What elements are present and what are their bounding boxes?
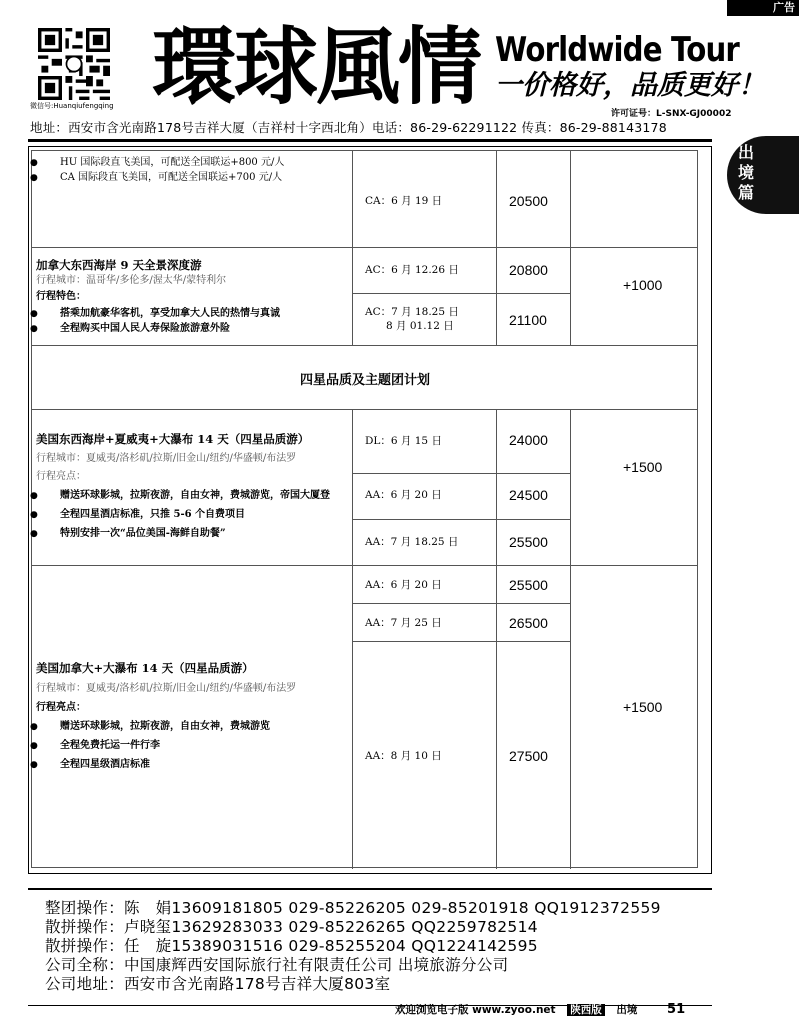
tour-title: 美国东西海岸+夏威夷+大瀑布 14 天（四星品质游） [36,432,310,446]
tour-title: 美国加拿大+大瀑布 14 天（四星品质游） [36,661,254,675]
side-tab-char: 篇 [737,183,754,202]
tour-cities: 行程城市：夏威夷/洛杉矶/拉斯/旧金山/纽约/华盛顿/布法罗 [36,453,297,464]
row-divider [352,641,570,642]
header-address: 地址：西安市含光南路178号吉祥大厦（吉祥村十字西北角）电话：86-29-62291122 传真：86-29-88143178 [30,120,667,135]
tour-price: 20500 [509,193,548,209]
feature-label: 行程亮点： [36,471,86,482]
feature-label: 行程亮点： [36,702,86,713]
row-divider [32,345,697,346]
tour-price: 24500 [509,487,548,503]
departure-date: AA：6 月 20 日 [365,489,442,501]
row-divider [32,247,697,248]
contact-line: 散拼操作：卢晓玺13629283033 029-85226265 QQ2259782514 [45,918,538,936]
col-divider [352,151,353,345]
tour-cities: 行程城市：温哥华/多伦多/渥太华/蒙特利尔 [36,275,227,286]
list-item: ● 全程四星级酒店标准 [60,758,150,772]
tour-price: 21100 [509,312,547,328]
list-item: ● 赠送环球影城，拉斯夜游，自由女神，费城游览 [60,720,270,734]
list-item: ● 搭乘加航豪华客机，享受加拿大人民的热情与真诚 [60,307,280,321]
license-number: 许可证号：L-SNX-GJ00002 [611,109,732,119]
tour-price: 24000 [509,432,548,448]
list-item: ● 特别安排一次“品位美国-海鲜自助餐” [60,527,226,541]
side-tab-char: 出 [737,143,754,162]
row-divider [32,409,697,410]
edition-badge: 陕西版 [567,1004,605,1016]
col-divider [570,409,571,869]
contact-line: 散拼操作：任 旋15389031516 029-85255204 QQ1224142595 [45,937,538,955]
price-supplement: +1500 [623,699,663,715]
tour-price: 20800 [509,262,548,278]
departure-date: AA：8 月 10 日 [365,750,442,762]
footer-browse-link[interactable]: 欢迎浏览电子版 www.zyoo.net [395,1004,556,1016]
contact-line: 公司地址：西安市含光南路178号吉祥大厦803室 [45,975,391,993]
list-item: ● 赠送环球影城，拉斯夜游，自由女神，费城游览，帝国大厦登 [60,489,330,503]
section-title: 四星品质及主题团计划 [300,373,431,388]
list-item: ● 全程购买中国人民人寿保险旅游意外险 [60,322,230,336]
col-divider [570,151,571,345]
tour-price: 26500 [509,615,548,631]
tour-price: 27500 [509,748,548,764]
brand-name-english: Worldwide Tour [495,30,739,70]
contact-line: 公司全称：中国康辉西安国际旅行社有限责任公司 出境旅游分公司 [45,956,509,974]
side-tab-char: 境 [737,163,754,182]
departure-date: 8 月 01.12 日 [386,320,454,332]
list-item: ● 全程免费托运一件行李 [60,739,160,753]
departure-date: AC：6 月 12.26 日 [365,264,459,276]
departure-date: DL：6 月 15 日 [365,435,442,447]
tour-title: 加拿大东西海岸 9 天全景深度游 [36,258,202,272]
contacts-divider [28,888,712,890]
header-divider [28,139,712,142]
page-number: 51 [667,1002,686,1017]
feature-label: 行程特色： [36,291,86,302]
departure-date: AA：7 月 25 日 [365,617,442,629]
qr-code-icon[interactable] [38,28,110,100]
col-divider [496,151,497,345]
row-divider [352,293,570,294]
row-divider [352,519,570,520]
wechat-id: 微信号:Huanqiufengqing [30,102,114,110]
departure-date: CA：6 月 19 日 [365,195,443,207]
footer-section: 出境 [616,1004,638,1016]
tour-cities: 行程城市：夏威夷/洛杉矶/拉斯/旧金山/纽约/华盛顿/布法罗 [36,683,297,694]
row-divider [352,603,570,604]
price-supplement: +1500 [623,459,663,475]
brand-name-chinese: 環球風情 [152,17,481,116]
col-divider [496,409,497,869]
slogan: 一价格好，品质更好！ [495,70,765,101]
tour-price: 25500 [509,577,548,593]
list-item: ● HU 国际段直飞美国，可配送全国联运+800 元/人 [60,156,284,170]
tour-price: 25500 [509,534,548,550]
row-divider [32,565,697,566]
list-item: ● CA 国际段直飞美国，可配送全国联运+700 元/人 [60,171,282,185]
departure-date: AC：7 月 18.25 日 [365,306,459,318]
page-footer [395,1002,685,1017]
departure-date: AA：6 月 20 日 [365,579,442,591]
ad-tag: 广告 [727,0,799,16]
contact-line: 整团操作：陈 娟13609181805 029-85226205 029-85201918 QQ1912372559 [45,899,661,917]
section-side-tab [727,136,799,214]
price-supplement: +1000 [623,277,663,293]
row-divider [352,473,570,474]
col-divider [352,409,353,869]
departure-date: AA：7 月 18.25 日 [365,536,459,548]
list-item: ● 全程四星酒店标准，只推 5-6 个自费项目 [60,508,245,522]
